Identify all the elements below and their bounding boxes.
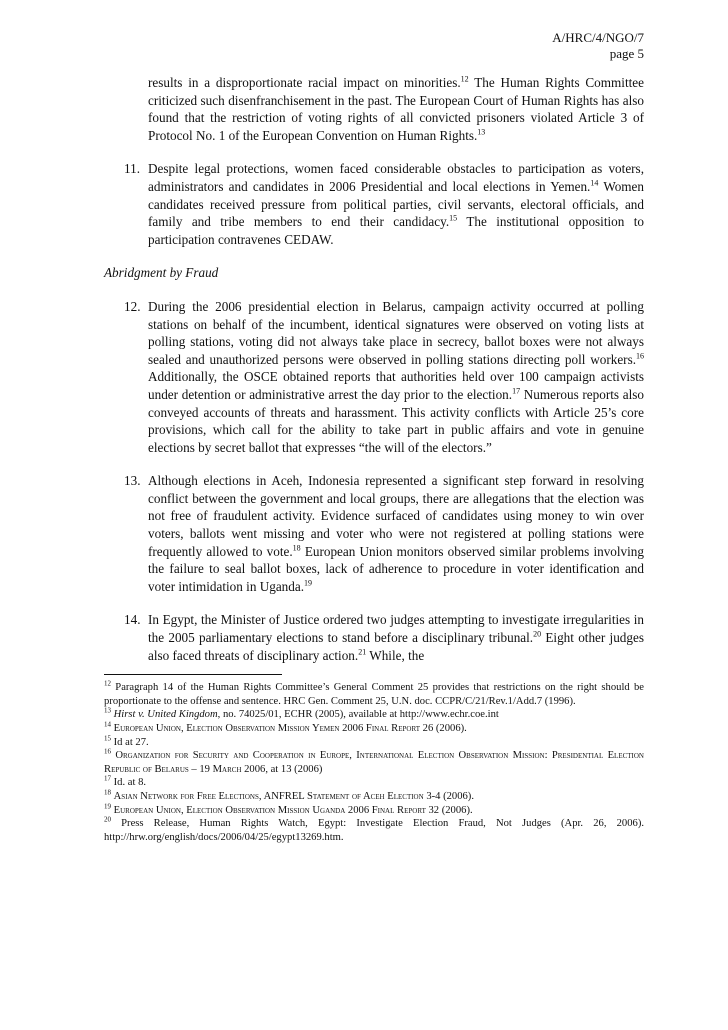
- paragraph-text: [148, 298, 644, 456]
- paragraph-number: 13.: [124, 473, 141, 489]
- paragraph-13: [124, 472, 644, 595]
- footnote-14: [104, 722, 644, 736]
- footnote-text: 32 (2006).: [425, 804, 473, 816]
- text-run: results in a disproportionate racial impact on minorities.: [148, 75, 461, 90]
- footnote-ref[interactable]: 21: [358, 647, 367, 657]
- footnote-ref[interactable]: 16: [636, 351, 644, 361]
- paragraph-text: [148, 472, 644, 595]
- footnote-ref[interactable]: 20: [533, 629, 542, 639]
- text-run: Although elections in Aceh, Indonesia represented a significant step forward in resolving conflict between the government and local groups, there are allegations that the election was not free of fraudulent activity. Evidence surfaced of candidates using money to win over voters, ballots went missing and voter who were not registered at polling stations were frequently allowed to vote.: [148, 473, 644, 559]
- source-title: Asian Network for Free Elections, ANFREL Statement of Aceh Election: [113, 790, 424, 802]
- footnote-ref[interactable]: 14: [590, 178, 599, 188]
- footnote-12: [104, 681, 644, 708]
- footnote-13: [104, 708, 644, 722]
- source-title: European Union, Election Observation Mission Uganda 2006 Final Report: [113, 804, 426, 816]
- footnote-text: , at 13 (2006): [265, 763, 323, 775]
- paragraph-number: 12.: [124, 298, 141, 314]
- text-run: Numerous reports also conveyed accounts of threats and harassment. This activity conflicts with Article 25’s core provisions, which call for the ability to take part in public affairs and vote in genuine elections by secret ballot that expresses “the will of the electors.”: [148, 386, 644, 455]
- text-run: European Union monitors observed similar problems involving the failure to seal ballot boxes, lack of adherence to procedure in voter identification and voter intimidation in Uganda.: [148, 543, 644, 594]
- footnote-number: 17: [104, 774, 111, 783]
- footnote-17: [104, 776, 644, 790]
- footnote-number: 13: [104, 706, 111, 715]
- footnote-number: 16: [104, 747, 111, 756]
- footnote-ref[interactable]: 18: [292, 543, 301, 553]
- page-number: page 5: [609, 46, 644, 61]
- footnote-ref[interactable]: 13: [477, 127, 486, 137]
- footnote-text: Press Release, Human Rights Watch, Egypt: Investigate Election Fraud, Not Judges (Apr. 26, 2006). http://hrw.org/english/docs/2006/04/25/egypt13269.htm.: [104, 818, 644, 843]
- footnote-divider: [104, 674, 282, 675]
- text-run: Eight other judges also faced threats of disciplinary action.: [148, 630, 644, 663]
- footnote-number: 14: [104, 720, 111, 729]
- paragraph-text: [148, 611, 644, 664]
- footnote-16: [104, 749, 644, 776]
- paragraph-text: [148, 160, 644, 248]
- text-run: Additionally, the OSCE obtained reports that authorities held over 100 campaign activists under detention or administrative arrest the day prior to the election.: [148, 369, 644, 402]
- page-header: [104, 30, 644, 62]
- source-title: European Union, Election Observation Mission Yemen 2006 Final Report: [113, 723, 421, 734]
- footnote-20: [104, 817, 644, 844]
- footnote-19: [104, 804, 644, 818]
- footnote-text: 26 (2006).: [420, 723, 467, 734]
- paragraph-11: [124, 160, 644, 248]
- footnote-number: 12: [104, 679, 111, 688]
- footnote-ref[interactable]: 15: [449, 213, 458, 223]
- footnote-ref[interactable]: 19: [304, 578, 313, 588]
- section-heading: Abridgment by Fraud: [104, 265, 219, 281]
- text-run: In Egypt, the Minister of Justice ordered two judges attempting to investigate irregularities in the 2005 parliamentary elections to stand before a disciplinary tribunal.: [148, 612, 644, 646]
- footnote-ref[interactable]: 17: [512, 386, 521, 396]
- footnote-number: 18: [104, 788, 111, 797]
- paragraph-number: 14.: [124, 612, 141, 628]
- footnote-18: [104, 790, 644, 804]
- footnote-text: Paragraph 14 of the Human Rights Committee’s General Comment 25 provides that restrictions on the right should be proportionate to the offense and sentence. HRC Gen. Comment 25, U.N. doc. CCPR/C/21/Rev.1/Add.7 (1996).: [104, 682, 644, 707]
- paragraph-12: [124, 298, 644, 456]
- text-run: While, the: [366, 647, 425, 663]
- continued-paragraph: [148, 74, 644, 144]
- footnote-text: , no. 74025/01, ECHR (2005), available at http://www.echr.coe.int: [217, 709, 499, 721]
- footnote-text: Id. at 8.: [111, 777, 147, 789]
- footnote-text: Id at 27.: [111, 736, 149, 748]
- footnote-15: [104, 736, 644, 750]
- source-title: Organization for Security and Cooperation in Europe, International Election Observation Mission: Presidential Election Republic of Belarus – 19 March 2006: [104, 750, 644, 775]
- case-name: Hirst v. United Kingdom: [113, 709, 218, 721]
- footnote-ref[interactable]: 12: [460, 74, 469, 84]
- paragraph-number: 11.: [124, 161, 140, 177]
- document-symbol: A/HRC/4/NGO/7: [552, 30, 644, 45]
- footnote-number: 20: [104, 815, 111, 824]
- text-run: The Human Rights Committee criticized such disenfranchisement in the past. The European Court of Human Rights has also found that the restriction of voting rights of all convicted prisoners violated Article 3 of Protocol No. 1 of the European Convention on Human Rights.: [148, 75, 644, 143]
- footnote-number: 19: [104, 802, 111, 811]
- footnote-text: 3-4 (2006).: [423, 790, 474, 802]
- text-run: Despite legal protections, women faced considerable obstacles to participation as voters, administrators and candidates in 2006 Presidential and local elections in Yemen.: [148, 161, 644, 194]
- text-run: The institutional opposition to participation contravenes CEDAW.: [148, 214, 645, 247]
- text-run: Women candidates received pressure from political parties, civil servants, electoral officials, and family and tribe members to end their candidacy.: [148, 178, 645, 230]
- paragraph-14: [124, 611, 644, 664]
- footnote-number: 15: [104, 734, 111, 743]
- text-run: During the 2006 presidential election in Belarus, campaign activity occurred at polling stations on behalf of the incumbent, identical signatures were observed on voting lists at polling stations, voting did not always take place in secrecy, ballot boxes were not always sealed and unauthorized persons were observed in polling stations directing poll workers.: [148, 298, 644, 367]
- footnotes: [104, 681, 644, 844]
